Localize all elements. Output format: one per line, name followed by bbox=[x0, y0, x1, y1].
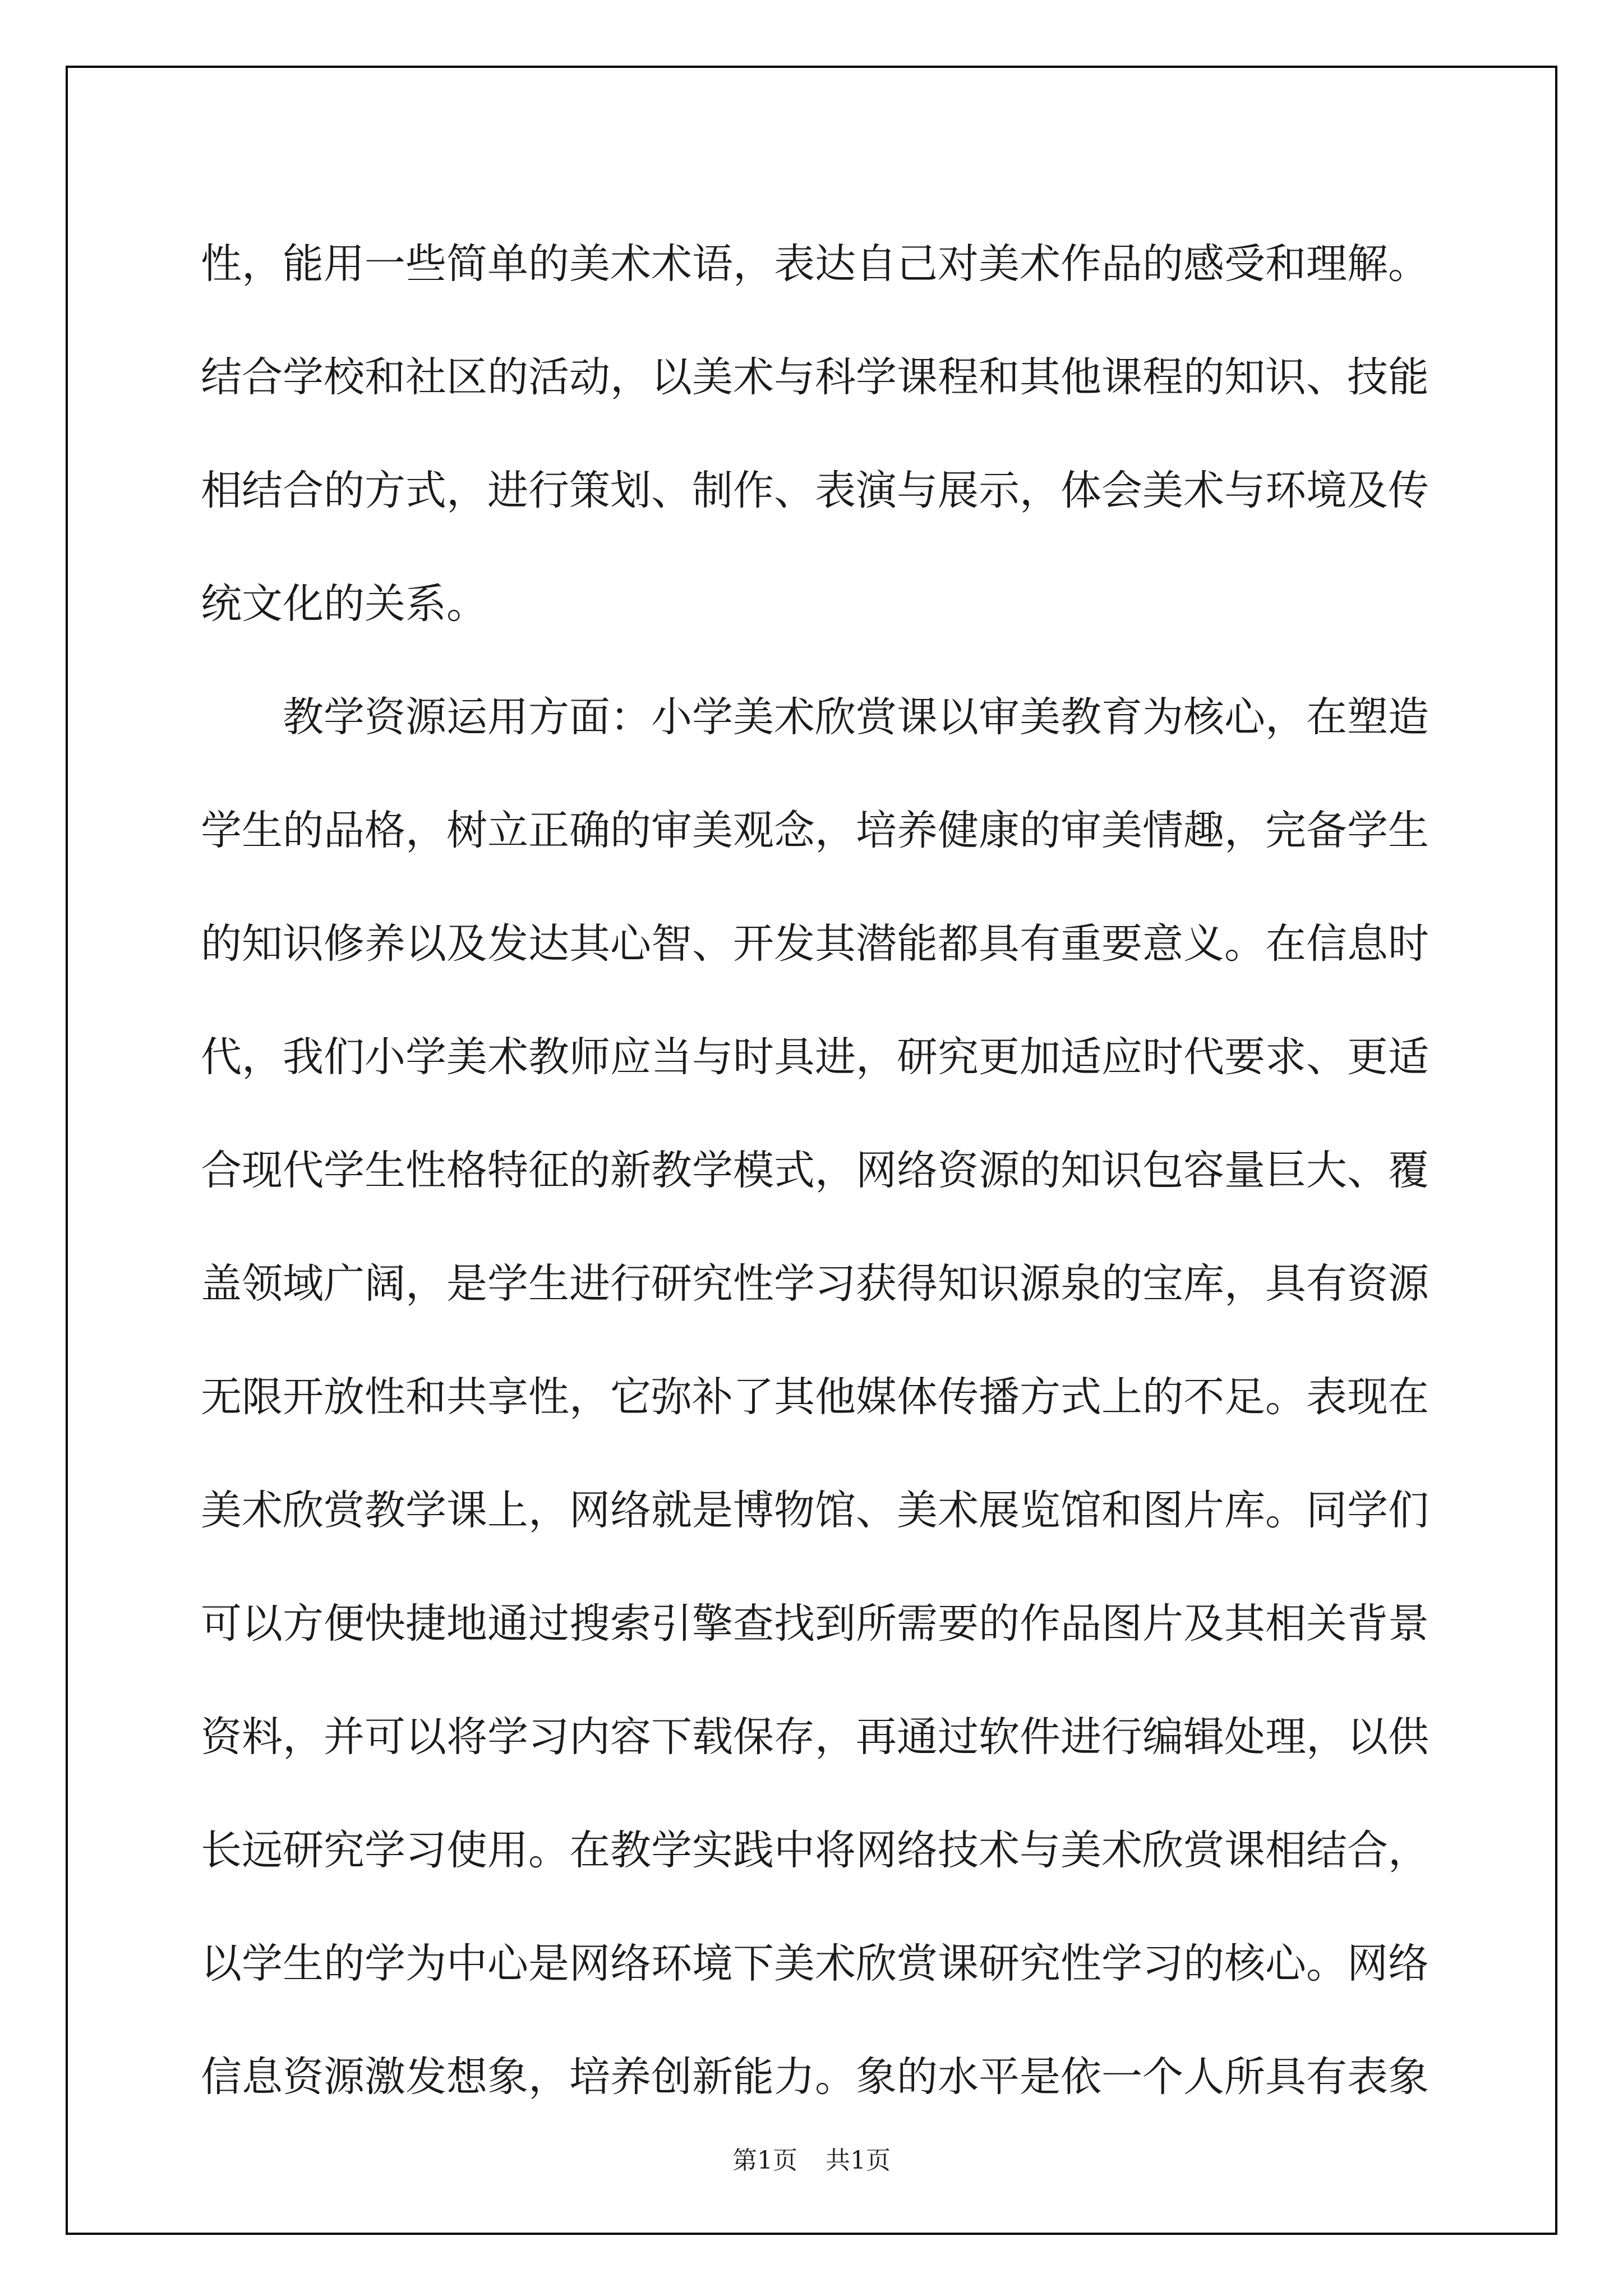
text-line: 信息资源激发想象，培养创新能力。象的水平是依一个人所具有表象 bbox=[201, 2053, 1429, 2101]
text-line: 盖领域广阔，是学生进行研究性学习获得知识源泉的宝库，具有资源 bbox=[201, 1260, 1429, 1308]
page-footer bbox=[0, 2144, 1623, 2178]
text-line: 性，能用一些简单的美术术语，表达自己对美术作品的感受和理解。 bbox=[201, 240, 1429, 288]
text-line: 的知识修养以及发达其心智、开发其潜能都具有重要意义。在信息时 bbox=[201, 920, 1429, 968]
text-line: 代，我们小学美术教师应当与时具进，研究更加适应时代要求、更适 bbox=[201, 1033, 1429, 1081]
document-body bbox=[201, 208, 1429, 2134]
page-number: 第1页 bbox=[732, 2146, 797, 2175]
text-line: 学生的品格，树立正确的审美观念，培养健康的审美情趣，完备学生 bbox=[201, 807, 1429, 854]
text-line: 资料，并可以将学习内容下载保存，再通过软件进行编辑处理，以供 bbox=[201, 1713, 1429, 1761]
text-line: 可以方便快捷地通过搜索引擎查找到所需要的作品图片及其相关背景 bbox=[201, 1600, 1429, 1648]
text-line: 美术欣赏教学课上，网络就是博物馆、美术展览馆和图片库。同学们 bbox=[201, 1487, 1429, 1534]
text-line: 以学生的学为中心是网络环境下美术欣赏课研究性学习的核心。网络 bbox=[201, 1940, 1429, 1987]
text-line: 统文化的关系。 bbox=[201, 580, 487, 628]
page-total: 共1页 bbox=[826, 2146, 891, 2175]
text-line: 相结合的方式，进行策划、制作、表演与展示，体会美术与环境及传 bbox=[201, 467, 1429, 514]
text-line: 无限开放性和共享性，它弥补了其他媒体传播方式上的不足。表现在 bbox=[201, 1373, 1429, 1421]
text-line: 长远研究学习使用。在教学实践中将网络技术与美术欣赏课相结合， bbox=[201, 1826, 1429, 1874]
text-line: 合现代学生性格特征的新教学模式，网络资源的知识包容量巨大、覆 bbox=[201, 1147, 1429, 1194]
text-line: 结合学校和社区的活动，以美术与科学课程和其他课程的知识、技能 bbox=[201, 353, 1429, 401]
text-line: 教学资源运用方面：小学美术欣赏课以审美教育为核心，在塑造 bbox=[283, 693, 1429, 741]
